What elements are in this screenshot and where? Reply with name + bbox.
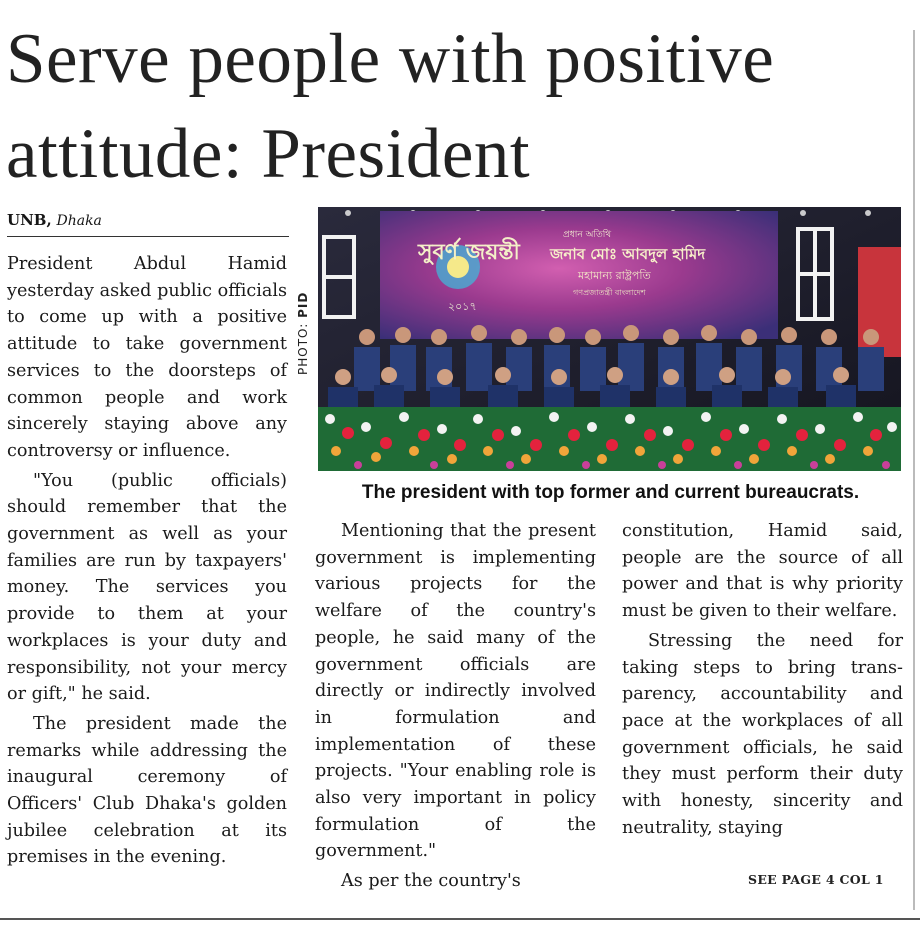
- paragraph: Mentioning that the present government is implementing various projects for the welfare of the country's people, he said many of the government officials are directly or indirectly involved in formulation and implementation of these projects. "Your enabling role is also very important in policy formulation of the government.": [315, 521, 596, 862]
- byline-place: Dhaka: [56, 213, 102, 229]
- byline: [7, 211, 289, 237]
- banner-guest-name: জনাব মোঃ আবদুল হামিদ: [550, 245, 706, 263]
- paragraph: As per the country's: [341, 871, 521, 892]
- news-photo: [318, 207, 901, 471]
- paragraph: "You (public officials) should remember that the government as well as your families are run by taxpayers' money. The services you provide to them at your workplaces is your duty and responsibility, not your mercy or gift," he said.: [7, 470, 287, 705]
- headline: Serve people with positive attitude: President: [6, 20, 775, 193]
- photo-credit-prefix: PHOTO:: [296, 317, 310, 375]
- column-rule: [913, 30, 915, 910]
- continued-on-page: SEE PAGE 4 COL 1: [748, 872, 884, 887]
- article-column-1: [7, 251, 287, 871]
- stage-photo-illustration: [318, 207, 901, 471]
- banner-guest-label: প্রধান অতিথি: [563, 230, 612, 240]
- bottom-rule: [0, 918, 920, 920]
- banner-guest-country: গণপ্রজাতন্ত্রী বাংলাদেশ: [573, 288, 646, 297]
- paragraph: The president made the remarks while addressing the inaugural ceremony of Officers' Club Dhaka's golden jubilee celebration at its premises in the evening.: [7, 713, 287, 868]
- photo-credit-name: PID: [296, 291, 310, 318]
- banner-title: সুবর্ণ জয়ন্তী: [418, 240, 520, 265]
- paragraph: President Abdul Hamid yesterday asked public officials to come up with a positive attitude to take government services to the doorsteps of common people and work sincerely staying above any controversy or influence.: [7, 254, 287, 461]
- banner-year: ২০১৭: [448, 300, 477, 313]
- paragraph: Stressing the need for taking steps to bring transparency, accountability and pace at the workplaces of all government officials, he said they must perform their duty with honesty, sincerity and neutrality, staying: [622, 630, 903, 838]
- photo-credit: [296, 292, 310, 375]
- photo-caption: The president with top former and current bureaucrats.: [361, 482, 860, 503]
- paragraph: constitution, Hamid said, people are the source of all power and that is why priority must be given to their welfare.: [622, 521, 903, 622]
- article-column-3: [622, 518, 903, 841]
- article-column-2: [315, 518, 596, 895]
- byline-agency: UNB,: [7, 211, 52, 229]
- banner-guest-title: মহামান্য রাষ্ট্রপতি: [578, 269, 651, 282]
